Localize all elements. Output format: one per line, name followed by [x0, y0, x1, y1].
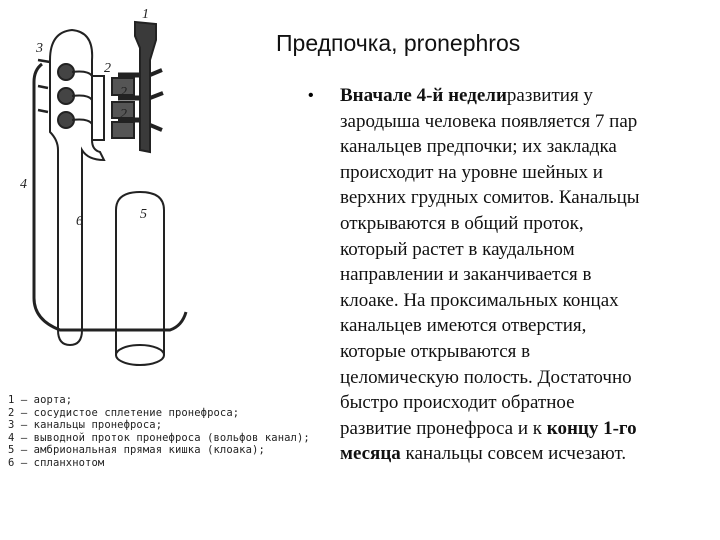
slide-title: Предпочка, pronephros: [276, 30, 521, 56]
legend-item: 6 — спланхнотом: [8, 456, 105, 469]
legend-item: 3 — канальцы пронефроса;: [8, 419, 163, 432]
text-line: [340, 441, 702, 467]
legend-item: 4 — выводной проток пронефроса (вольфов канал);: [8, 431, 310, 444]
text-line: [340, 83, 702, 109]
label-2b: 2: [120, 85, 127, 100]
diagram-legend: [8, 394, 323, 470]
text-line: [340, 416, 702, 442]
legend-item: 2 — сосудистое сплетение пронефроса;: [8, 406, 240, 419]
text-line: открываются в общий проток,: [340, 212, 584, 234]
bold-phrase: месяца: [340, 443, 401, 465]
text-line: происходит на уровне шейных и: [340, 161, 603, 183]
text-line: который растет в каудальном: [340, 238, 575, 260]
text-line: канальцев предпочки; их закладка: [340, 136, 617, 158]
text-line: зародыша человека появляется 7 пар: [340, 110, 638, 132]
bold-phrase: концу 1-го: [546, 417, 637, 439]
label-6: 6: [76, 214, 83, 229]
text-line: канальцев имеются отверстия,: [340, 315, 587, 337]
label-4: 4: [20, 177, 27, 192]
text-line: верхних грудных сомитов. Канальцы: [340, 187, 640, 209]
text-line: целомическую полость. Достаточно: [340, 366, 632, 388]
diagram-drawing: [0, 0, 330, 400]
line-text: развития у: [506, 85, 593, 106]
label-3: 3: [36, 41, 43, 56]
text-line: направлении и заканчивается в: [340, 264, 592, 286]
text-line: клоаке. На проксимальных концах: [340, 289, 619, 311]
text-line: которые открываются в: [340, 340, 531, 362]
legend-item: 5 — амбриональная прямая кишка (клоака);: [8, 444, 265, 457]
bullet-text: [340, 83, 702, 467]
legend-item: 1 — аорта;: [8, 394, 73, 406]
line-text: канальцы совсем исчезают.: [400, 443, 627, 465]
label-2c: 2: [120, 107, 127, 122]
label-1: 1: [142, 7, 149, 22]
line-text: развитие пронефроса и к: [340, 417, 547, 439]
bold-phrase: Вначале 4-й недели: [340, 85, 507, 106]
text-line: быстро происходит обратное: [340, 392, 575, 414]
label-5: 5: [140, 207, 147, 222]
label-2a: 2: [104, 61, 111, 76]
bullet-dot-icon: •: [308, 87, 314, 104]
